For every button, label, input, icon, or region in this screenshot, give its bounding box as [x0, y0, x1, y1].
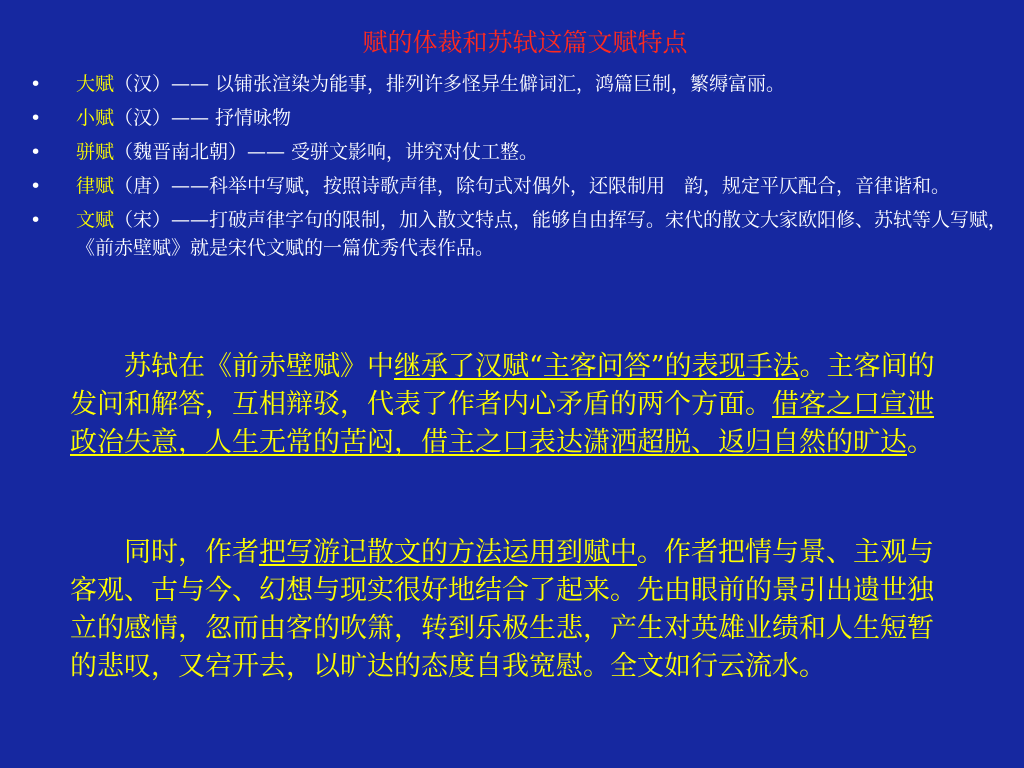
bullet-text: （宋）——打破声律字句的限制，加入散文特点，能够自由挥写。宋代的散文大家欧阳修、苏轼等人写赋，《前赤壁赋》就是宋代文赋的一篇优秀代表作品。 — [76, 209, 1008, 259]
underlined-phrase: 继承了汉赋“主客问答”的表现手法 — [394, 351, 800, 382]
bullet-text: （汉）—— 以铺张渲染为能事，排列许多怪异生僻词汇，鸿篇巨制，繁缛富丽。 — [114, 73, 786, 95]
genre-bullet-list — [30, 70, 1020, 268]
underlined-phrase: 把写游记散文的方法运用到赋中 — [259, 537, 637, 568]
paragraph-text: 。主客间的发问和解答，互相辩驳，代表了作者内心矛盾的两个方面。 — [70, 351, 935, 420]
bullet-dot: • — [30, 107, 42, 129]
bullet-item-xiao-fu — [30, 104, 1020, 132]
bullet-text: （汉）—— 抒情咏物 — [114, 107, 292, 129]
bullet-dot: • — [30, 175, 42, 197]
paragraph-text: 。作者把情与景、主观与客观、古与今、幻想与现实很好地结合了起来。先由眼前的景引出遗世独立的感情，忽而由客的吹箫，转到乐极生悲，产生对英雄业绩和人生短暂的悲叹，又宕开去，以旷达的态度自我宽慰。全文如行云流水。 — [70, 537, 934, 682]
analysis-paragraph-1 — [70, 348, 950, 462]
bullet-term: 骈赋 — [76, 141, 115, 163]
bullet-dot: • — [30, 141, 42, 163]
bullet-item-da-fu — [30, 70, 1020, 98]
bullet-item-lv-fu — [30, 172, 1020, 200]
bullet-dot: • — [30, 209, 42, 231]
paragraph-text: 苏轼在《前赤壁赋》中 — [124, 351, 394, 382]
paragraph-text: 同时，作者 — [124, 537, 259, 568]
bullet-term: 律赋 — [76, 175, 115, 197]
bullet-text: （魏晋南北朝）—— 受骈文影响，讲究对仗工整。 — [114, 141, 539, 163]
bullet-dot: • — [30, 73, 42, 95]
bullet-item-pian-fu — [30, 138, 1020, 166]
paragraph-text: 。 — [907, 427, 934, 458]
bullet-term: 大赋 — [76, 73, 115, 95]
analysis-paragraph-2 — [70, 534, 950, 686]
slide-title: 赋的体裁和苏轼这篇文赋特点 — [362, 28, 688, 57]
bullet-item-wen-fu — [30, 206, 1020, 262]
bullet-term: 小赋 — [76, 107, 115, 129]
underlined-phrase: 借客之口宣泄政治失意，人生无常的苦闷，借主之口表达潇洒超脱、返归自然的旷达 — [70, 389, 934, 458]
bullet-text: （唐）——科举中写赋，按照诗歌声律，除句式对偶外，还限制用 韵，规定平仄配合，音律谐和。 — [114, 175, 951, 197]
bullet-term: 文赋 — [76, 209, 115, 231]
